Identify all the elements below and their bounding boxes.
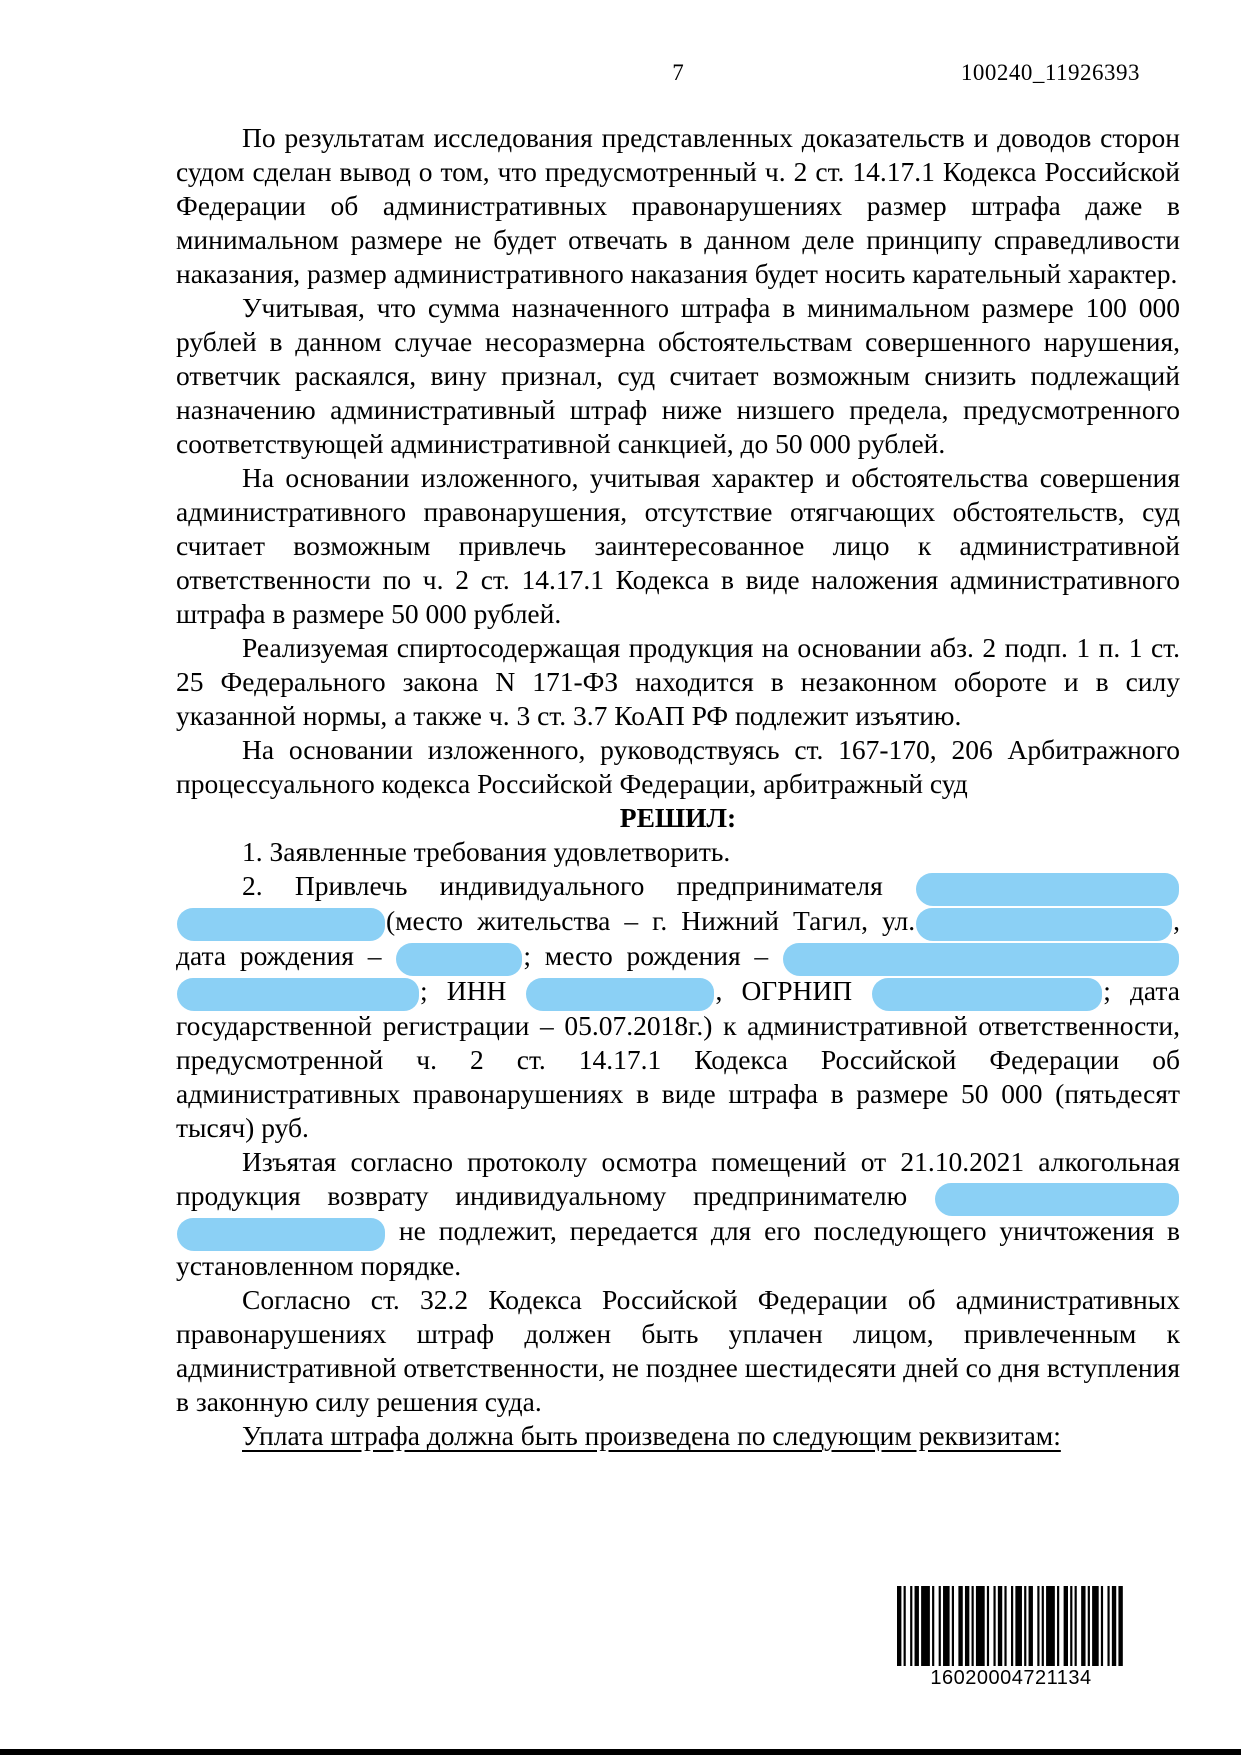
paragraph-findings bbox=[176, 121, 1180, 291]
text-run: ; ИНН bbox=[420, 975, 526, 1006]
paragraph-fine-reduction bbox=[176, 291, 1180, 461]
item-1-claims bbox=[176, 835, 1180, 869]
text-run: Реализуемая спиртосодержащая продукция на основании абз. 2 подп. 1 п. 1 ст. 25 Федерального закона N 171-ФЗ находится в незаконном обороте и в силу указанной нормы, а также ч. 3 ст. 3.7 КоАП РФ подлежит изъятию. bbox=[176, 632, 1180, 731]
item-2-liability bbox=[176, 869, 1180, 1145]
redaction-box bbox=[177, 1218, 385, 1251]
paragraph-seized-products bbox=[176, 1145, 1180, 1283]
document-body bbox=[176, 121, 1180, 1453]
text-run: ; дата государственной регистрации – 05.07.2018г.) к административной ответственности, предусмотренной ч. 2 ст. 14.17.1 Кодекса Российской Федерации об административных правонарушениях в виде штрафа в размере 50 000 (пятьдесят тысяч) руб. bbox=[176, 975, 1180, 1143]
page-header bbox=[176, 60, 1180, 94]
text-run: РЕШИЛ: bbox=[619, 802, 737, 833]
text-run: Учитывая, что сумма назначенного штрафа в минимальном размере 100 000 рублей в данном случае несоразмерна обстоятельствам совершенного нарушения, ответчик раскаялся, вину признал, суд считает возможным снизить подлежащий назначению административный штраф ниже низшего предела, предусмотренного соответствующей административной санкцией, до 50 000 рублей. bbox=[176, 292, 1180, 459]
redaction-box bbox=[872, 978, 1102, 1011]
text-run: Согласно ст. 32.2 Кодекса Российской Федерации об административных правонарушениях штраф должен быть уплачен лицом, привлеченным к административной ответственности, не позднее шестидесяти дней со дня вступления в законную силу решения суда. bbox=[176, 1284, 1180, 1417]
barcode-number: 16020004721134 bbox=[930, 1667, 1092, 1689]
document-id: 100240_11926393 bbox=[960, 60, 1140, 85]
barcode-bars-icon bbox=[897, 1586, 1125, 1666]
paragraph-ruling-basis bbox=[176, 733, 1180, 801]
decision-heading bbox=[176, 801, 1180, 835]
text-run: На основании изложенного, руководствуясь ст. 167-170, 206 Арбитражного процессуального кодекса Российской Федерации, арбитражный суд bbox=[176, 734, 1180, 799]
text-run: Уплата штрафа должна быть произведена по следующим реквизитам: bbox=[242, 1420, 1061, 1451]
text-run: , дата рождения – bbox=[176, 905, 1180, 971]
text-run: ; место рождения – bbox=[523, 940, 783, 971]
text-run: 2. Привлечь индивидуального предпринимателя bbox=[242, 870, 915, 901]
text-run: По результатам исследования представленных доказательств и доводов сторон судом сделан вывод о том, что предусмотренный ч. 2 ст. 14.17.1 Кодекса Российской Федерации об административных правонарушениях размер штрафа даже в минимальном размере не будет отвечать в данном деле принципу справедливости наказания, размер административного наказания будет носить карательный характер. bbox=[176, 122, 1180, 289]
redaction-box bbox=[916, 908, 1172, 941]
text-run: , ОГРНИП bbox=[715, 975, 872, 1006]
redaction-box bbox=[396, 943, 522, 976]
page-bottom-edge bbox=[0, 1749, 1241, 1755]
redaction-box bbox=[526, 978, 714, 1011]
redaction-box bbox=[935, 1183, 1179, 1216]
text-run: 1. Заявленные требования удовлетворить. bbox=[242, 836, 731, 867]
paragraph-payment-requisites bbox=[176, 1419, 1180, 1453]
paragraph-payment-term bbox=[176, 1283, 1180, 1419]
redaction-box bbox=[783, 943, 1179, 976]
redaction-box bbox=[916, 873, 1179, 906]
text-run: (место жительства – г. Нижний Тагил, ул. bbox=[386, 905, 916, 936]
page-number: 7 bbox=[672, 60, 684, 85]
paragraph-liability bbox=[176, 461, 1180, 631]
text-run: не подлежит, передается для его последующего уничтожения в установленном порядке. bbox=[176, 1215, 1180, 1281]
redaction-box bbox=[177, 978, 419, 1011]
barcode bbox=[897, 1586, 1125, 1689]
redaction-box bbox=[177, 908, 385, 941]
text-run: На основании изложенного, учитывая характер и обстоятельства совершения административного правонарушения, отсутствие отягчающих обстоятельств, суд считает возможным привлечь заинтересованное лицо к административной ответственности по ч. 2 ст. 14.17.1 Кодекса в виде наложения административного штрафа в размере 50 000 рублей. bbox=[176, 462, 1180, 629]
text-run: Изъятая согласно протоколу осмотра помещений от 21.10.2021 алкогольная продукция возврату индивидуальному предпринимателю bbox=[176, 1146, 1180, 1211]
paragraph-seizure-basis bbox=[176, 631, 1180, 733]
